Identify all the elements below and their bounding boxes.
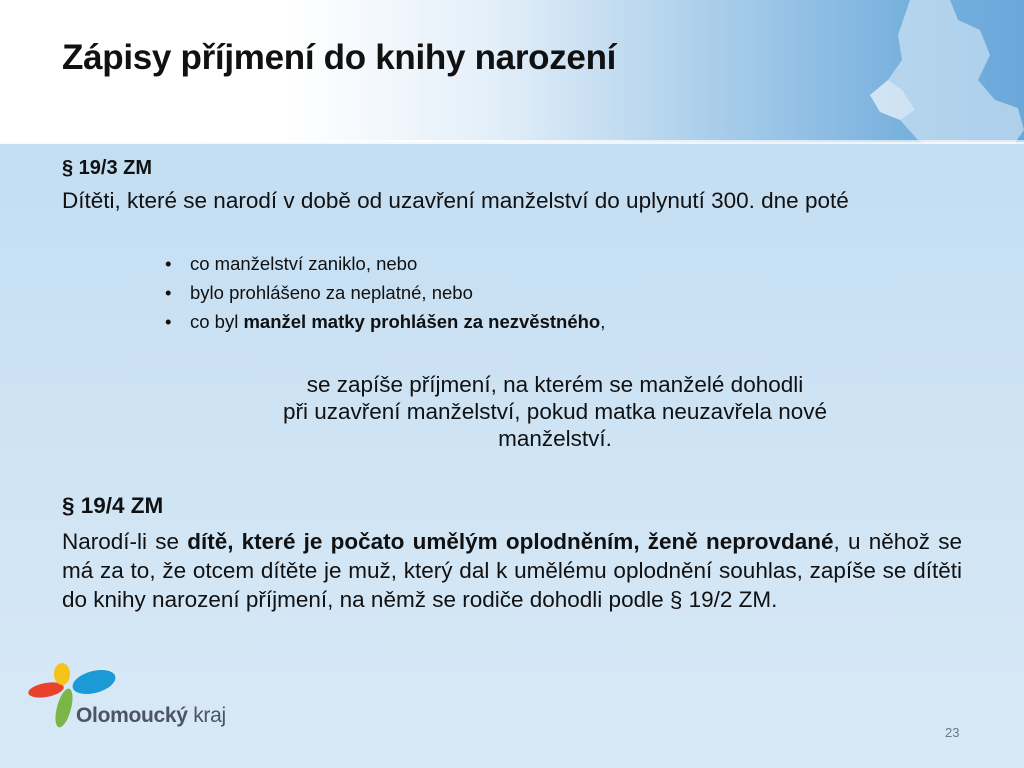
section2-heading: § 19/4 ZM (62, 493, 164, 518)
logo-text (76, 704, 226, 728)
section1-intro: Dítěti, které se narodí v době od uzavření manželství do uplynutí 300. dne poté (62, 188, 849, 213)
bullet-dot: • (165, 253, 172, 274)
logo-name-light: kraj (193, 704, 226, 727)
slide-title: Zápisy příjmení do knihy narození (62, 38, 617, 77)
bullet-text-bold: manžel matky prohlášen za nezvěstného (243, 311, 601, 332)
page-number: 23 (945, 725, 960, 740)
section2-text-post: , u něhož se má za to, že otcem dítěte je muž, který dal k umělému oplodnění souhlas, zapíše se dítěti do knihy narození příjmení, na němž se rodiče dohodli podle § 19/2 ZM. (62, 529, 962, 612)
logo-flower-icon (26, 660, 136, 740)
bullet-dot: • (165, 282, 172, 303)
result-line: při uzavření manželství, pokud matka neuzavřela nové (282, 399, 828, 424)
section2-text-pre: Narodí-li se (62, 529, 188, 554)
bullet-text-post: , (600, 311, 606, 332)
bullet-text-pre: co byl (190, 311, 244, 332)
section1-bullet-list (165, 249, 605, 336)
bullet-text: bylo prohlášeno za neplatné, nebo (190, 282, 473, 303)
olomoucky-kraj-logo (26, 660, 266, 740)
bullet-dot: • (165, 311, 172, 332)
section1-result-text (170, 371, 940, 452)
bullet-item (165, 249, 605, 278)
bullet-item (165, 307, 605, 336)
section2-text-bold: dítě, které je počato umělým oplodněním, ženě neprovdané (187, 529, 834, 554)
result-line: manželství. (498, 426, 612, 451)
result-line: se zapíše příjmení, na kterém se manželé dohodli (306, 372, 804, 397)
logo-name-bold: Olomoucký (76, 704, 188, 727)
section1-heading: § 19/3 ZM (62, 157, 153, 179)
bullet-item (165, 278, 605, 307)
section2-paragraph (62, 527, 962, 614)
bullet-text: co manželství zaniklo, nebo (190, 253, 418, 274)
